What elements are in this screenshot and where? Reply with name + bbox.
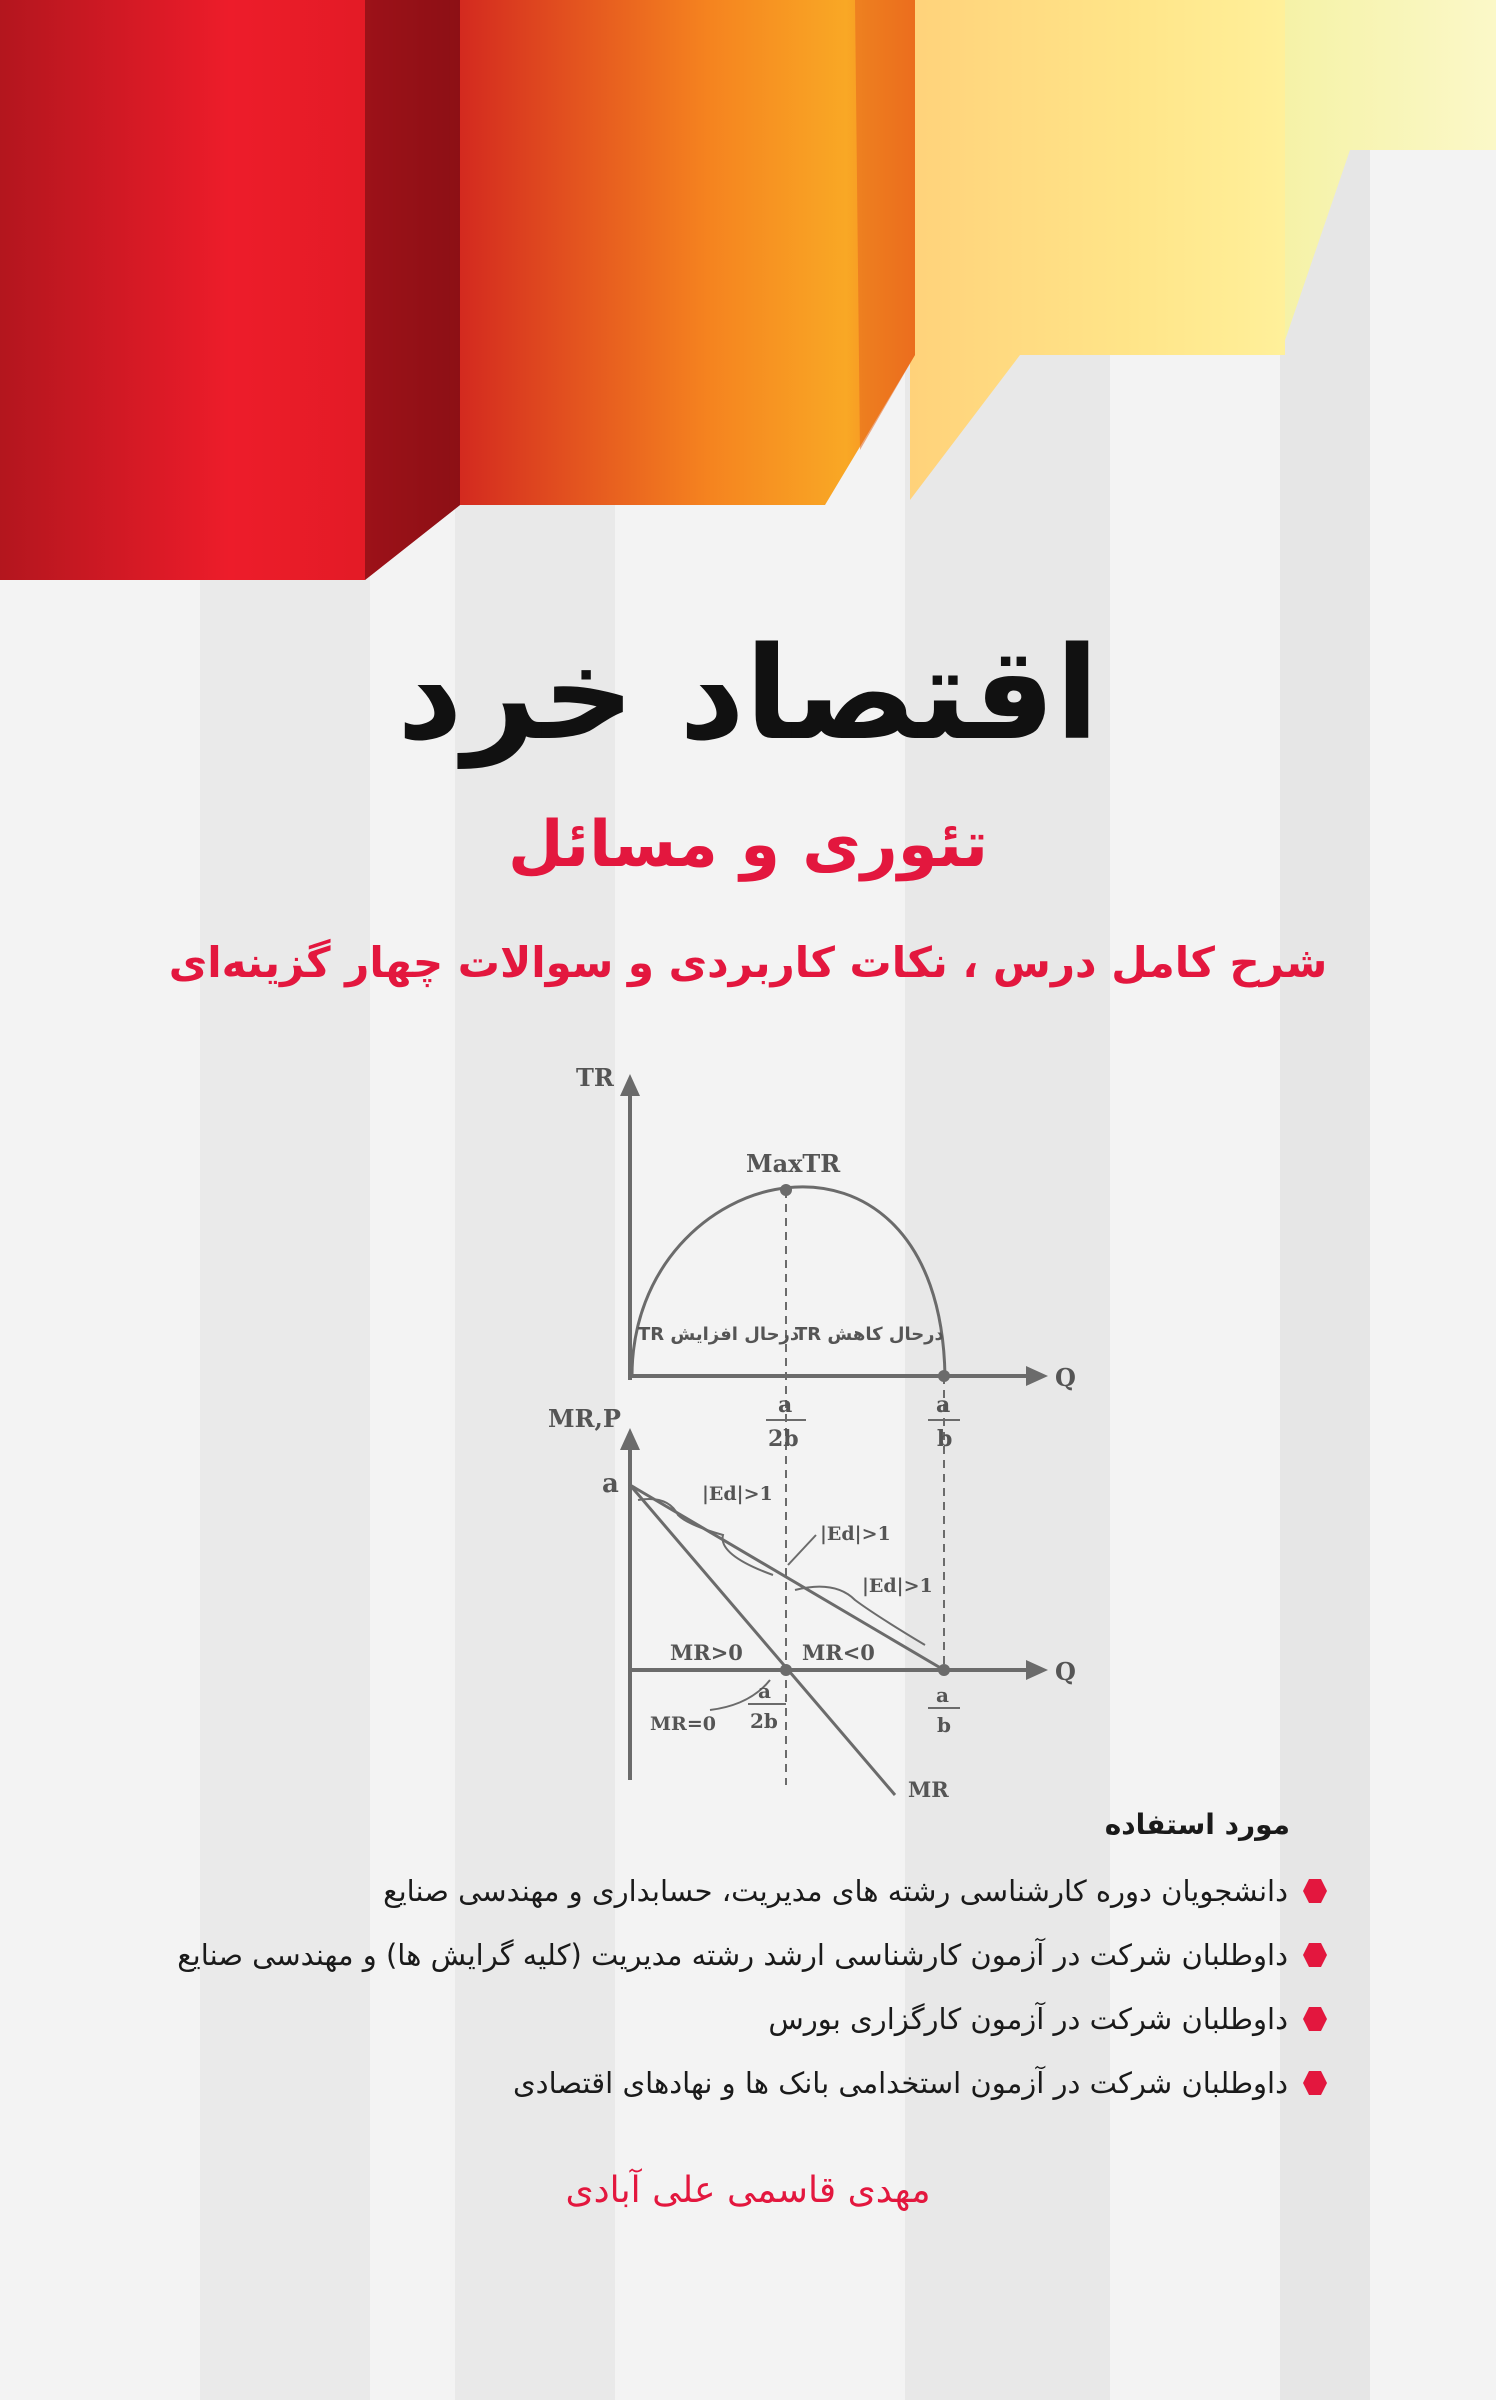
usage-item-text: داوطلبان شرکت در آزمون کارشناسی ارشد رشته مدیریت (کلیه گرایش ها) و مهندسی صنایع <box>177 1938 1288 1972</box>
inelastic-label: |Ed|>1 <box>862 1575 933 1597</box>
tr-rising-label: TR درحال افزایش <box>638 1324 800 1345</box>
usage-item-text: دانشجویان دوره کارشناسی رشته های مدیریت، حسابداری و مهندسی صنایع <box>383 1874 1288 1908</box>
hexagon-bullet-icon <box>1302 1942 1328 1968</box>
usage-list <box>168 1859 1328 2115</box>
list-item <box>168 1859 1328 1923</box>
mr-zero-label: MR=0 <box>650 1713 716 1735</box>
usage-item-text: داوطلبان شرکت در آزمون کارگزاری بورس <box>768 2002 1288 2036</box>
intercept-label: a <box>602 1469 619 1499</box>
tr-end-point <box>938 1370 950 1382</box>
book-title: اقتصاد خرد <box>397 620 1099 769</box>
hexagon-bullet-icon <box>1302 2006 1328 2032</box>
tick-mid-num: a <box>758 1679 771 1703</box>
tick-end-den: b <box>937 1426 953 1452</box>
list-item <box>168 2051 1328 2115</box>
book-tagline: شرح کامل درس ، نکات کاربردی و سوالات چهار گزینه‌ای <box>168 938 1328 987</box>
hexagon-bullet-icon <box>1302 2070 1328 2096</box>
tr-axis-label: TR <box>576 1063 614 1092</box>
arrow-icon <box>620 1428 640 1450</box>
mr-zero-point <box>780 1664 792 1676</box>
mr-axis-label: MR,P <box>548 1404 621 1433</box>
usage-item-text: داوطلبان شرکت در آزمون استخدامی بانک ها و نهادهای اقتصادی <box>512 2066 1288 2100</box>
tr-mr-graph <box>520 1060 1080 1820</box>
tick-mid-den: 2b <box>768 1426 799 1452</box>
mr-curve-label: MR <box>908 1777 949 1802</box>
usage-section <box>168 1808 1328 2115</box>
unit-pointer <box>788 1535 816 1565</box>
max-tr-label: MaxTR <box>746 1149 841 1178</box>
author-name: مهدی قاسمی علی آبادی <box>565 2170 931 2211</box>
brace-elastic <box>638 1499 773 1575</box>
hexagon-bullet-icon <box>1302 1878 1328 1904</box>
list-item <box>168 1923 1328 1987</box>
tick-mid-num: a <box>778 1392 793 1418</box>
list-item <box>168 1987 1328 2051</box>
color-ribbons <box>0 0 1496 600</box>
arrow-icon <box>620 1074 640 1096</box>
mr-q-label: Q <box>1055 1657 1076 1686</box>
max-tr-point <box>780 1184 792 1196</box>
tick-end-den: b <box>937 1713 951 1737</box>
tick-end-num: a <box>936 1683 949 1707</box>
unit-elastic-label: |Ed|>1 <box>820 1523 891 1545</box>
mr-positive-label: MR>0 <box>670 1640 743 1665</box>
book-subtitle: تئوری و مسائل <box>507 808 989 882</box>
tr-curve <box>632 1187 945 1376</box>
tr-falling-label: TR درحال کاهش <box>795 1324 944 1345</box>
tr-q-label: Q <box>1055 1363 1076 1392</box>
tick-mid-den: 2b <box>750 1709 778 1733</box>
mr-negative-label: MR<0 <box>802 1640 875 1665</box>
elastic-label: |Ed|>1 <box>702 1483 773 1505</box>
arrow-icon <box>1026 1366 1048 1386</box>
usage-heading: مورد استفاده <box>1104 1808 1290 1841</box>
demand-end-point <box>938 1664 950 1676</box>
arrow-icon <box>1026 1660 1048 1680</box>
tick-end-num: a <box>936 1392 951 1418</box>
